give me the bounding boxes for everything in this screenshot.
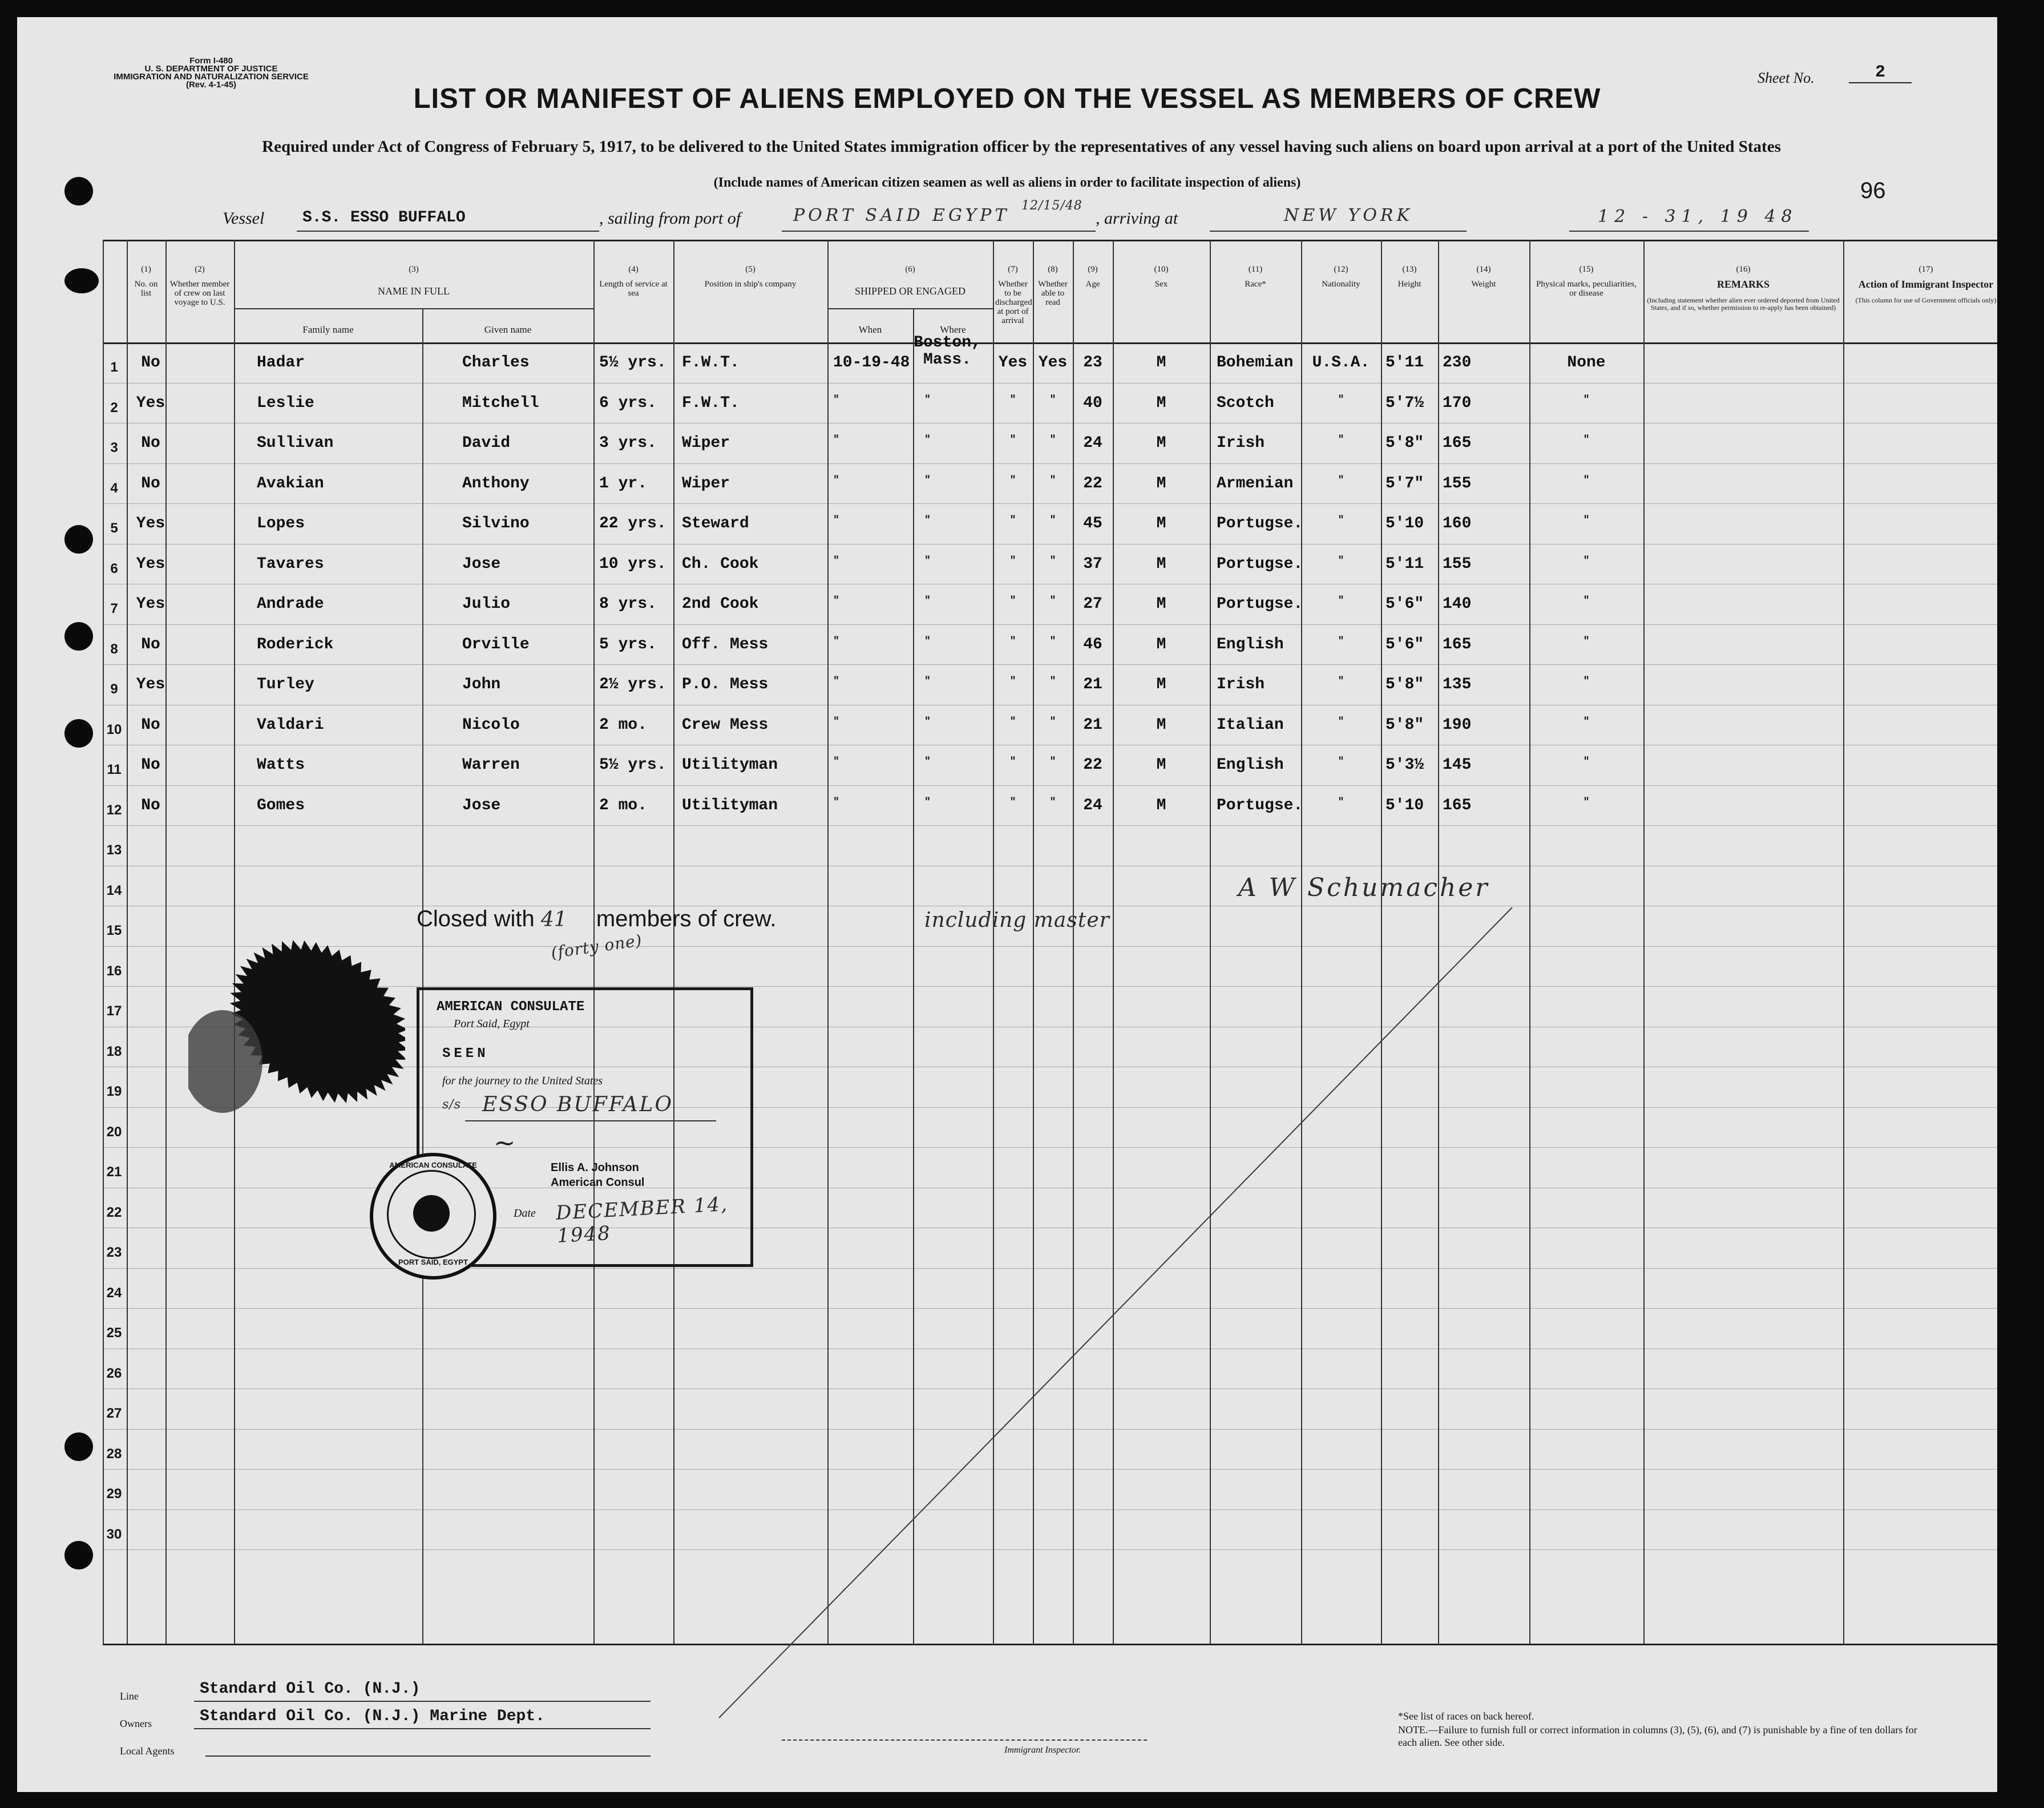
crew-last_voyage: Yes [136,676,165,693]
page-stamp: 96 [1860,178,1886,203]
race-note: *See list of races on back hereof. [1398,1710,1534,1722]
column-number: (2) [195,265,205,274]
crew-discharged: " [1009,635,1016,647]
row-number: 16 [106,963,122,979]
crew-when: " [833,515,839,526]
crew-service: 5½ yrs. [599,354,666,372]
footer-line: Standard Oil Co. (N.J.) [200,1680,421,1698]
column-header: Whether member of crew on last voyage to U.S. [169,280,230,307]
crew-family: Hadar [257,354,305,372]
crew-weight: 160 [1443,515,1472,532]
row-number: 20 [106,1124,122,1140]
crew-where: " [924,394,931,406]
document-title: LIST OR MANIFEST OF ALIENS EMPLOYED ON THE VESSEL AS MEMBERS OF CREW [413,83,1601,114]
crew-position: Wiper [682,474,730,493]
crew-race: Portugse. [1217,555,1303,573]
crew-discharged: Yes [998,354,1028,372]
document-subnote: (Include names of American citizen seamen as well as aliens in order to facilitate inspection of aliens) [713,175,1301,190]
crew-read: " [1049,756,1056,768]
crew-age: 22 [1083,756,1102,774]
column-number: (16) [1736,265,1751,274]
crew-read: " [1049,474,1056,486]
column-header: No. on list [134,280,158,298]
fine-note: NOTE.—Failure to furnish full or correct information in columns (3), (5), (6), and (7) is punishable by a fine of ten dollars for each alien. See other side. [1398,1724,1917,1748]
crew-marks: " [1583,756,1590,768]
crew-family: Sullivan [257,434,334,452]
crew-sex: M [1156,394,1166,412]
crew-age: 24 [1083,434,1102,452]
crew-where: " [924,676,931,687]
column-header: Nationality [1322,280,1360,289]
crew-position: Steward [682,515,749,532]
crew-marks: " [1583,474,1590,486]
crew-age: 37 [1083,555,1102,573]
crew-height: 5'10 [1385,515,1424,532]
column-number: (1) [141,265,151,274]
crew-when: " [833,676,839,687]
column-header: Height [1397,280,1421,289]
crew-service: 2 mo. [599,796,648,814]
crew-height: 5'11 [1385,555,1424,573]
crew-when: " [833,555,839,567]
crew-service: 6 yrs. [599,394,657,412]
crew-position: 2nd Cook [682,595,759,613]
from-port: PORT SAID EGYPT [793,205,1010,225]
crew-nationality: " [1338,434,1344,446]
crew-sex: M [1156,676,1166,693]
crew-height: 5'7½ [1385,394,1424,412]
crew-nationality: " [1338,555,1344,567]
crew-race: Italian [1217,716,1284,734]
eagle-icon [413,1195,450,1232]
crew-read: " [1049,635,1056,647]
column-number: (9) [1088,265,1098,274]
row-number: 15 [106,923,122,938]
column-header: Weight [1471,280,1496,289]
crew-read: " [1049,394,1056,406]
vessel-label: Vessel [223,209,265,228]
crew-discharged: " [1009,474,1016,486]
crew-position: F.W.T. [682,394,740,412]
crew-discharged: " [1009,796,1016,808]
crew-marks: " [1583,796,1590,808]
footer-owners: Standard Oil Co. (N.J.) Marine Dept. [200,1708,545,1725]
crew-where: " [924,635,931,647]
crew-where: " [924,796,931,808]
master-signature: A W Schumacher [1238,873,1490,902]
crew-sex: M [1156,635,1166,653]
column-header: Length of service at sea [599,280,668,298]
vessel-name: S.S. ESSO BUFFALO [302,209,466,227]
crew-service: 22 yrs. [599,515,666,532]
crew-service: 2½ yrs. [599,676,666,693]
crew-marks: " [1583,595,1590,607]
row-number: 24 [106,1285,122,1301]
crew-marks: " [1583,434,1590,446]
crew-race: Scotch [1217,394,1274,412]
crew-family: Gomes [257,796,305,814]
crew-last_voyage: No [141,635,160,653]
footer-owners-label: Owners [120,1718,152,1729]
crew-family: Avakian [257,474,324,493]
column-header: Whether to be discharged at port of arrival [995,280,1032,325]
closing-count-words: (forty one) [550,930,644,963]
crew-race: English [1217,635,1284,653]
row-number: 8 [110,641,118,657]
crew-discharged: " [1009,515,1016,526]
crew-sex: M [1156,434,1166,452]
crew-height: 5'8" [1385,716,1424,734]
crew-weight: 165 [1443,635,1472,653]
crew-nationality: " [1338,716,1344,728]
crew-discharged: " [1009,394,1016,406]
crew-service: 3 yrs. [599,434,657,452]
crew-sex: M [1156,756,1166,774]
crew-sex: M [1156,354,1166,372]
crew-position: Wiper [682,434,730,452]
column-header: Age [1085,280,1100,289]
crew-when: " [833,756,839,768]
column-note: (This column for use of Government officials only) [1855,296,1997,304]
crew-nationality: " [1338,676,1344,687]
column-header: Sex [1154,280,1168,289]
crew-nationality: " [1338,635,1344,647]
crew-sex: M [1156,474,1166,493]
crew-weight: 170 [1443,394,1472,412]
column-header: Position in ship's company [704,280,797,289]
crew-height: 5'8" [1385,434,1424,452]
crew-family: Turley [257,676,314,693]
row-number: 10 [106,721,122,737]
crew-given: John [462,676,501,693]
crew-race: English [1217,756,1284,774]
crew-service: 8 yrs. [599,595,657,613]
crew-discharged: " [1009,756,1016,768]
crew-read: " [1049,716,1056,728]
crew-height: 5'3½ [1385,756,1424,774]
crew-given: Nicolo [462,716,520,734]
crew-when: 10-19-48 [833,354,910,372]
crew-race: Portugse. [1217,515,1303,532]
row-number: 9 [110,681,118,697]
crew-weight: 230 [1443,354,1472,372]
crew-family: Andrade [257,595,324,613]
crew-marks: " [1583,394,1590,406]
column-number: (11) [1248,265,1263,274]
crew-last_voyage: Yes [136,595,165,613]
crew-last_voyage: No [141,796,160,814]
column-header: REMARKS [1716,279,1770,290]
crew-height: 5'6" [1385,635,1424,653]
column-number: (4) [628,265,639,274]
column-number: (7) [1008,265,1018,274]
manifest-page [17,17,1997,1792]
crew-race: Irish [1217,676,1265,693]
crew-sex: M [1156,555,1166,573]
arrival-port: NEW YORK [1284,205,1413,225]
row-number: 27 [106,1406,122,1421]
crew-discharged: " [1009,595,1016,607]
consul-signature: ~ [494,1127,517,1158]
closing-handwritten: including master [924,909,1110,932]
crew-age: 46 [1083,635,1102,653]
crew-given: Julio [462,595,511,613]
row-number: 11 [107,762,122,777]
crew-given: Jose [462,555,501,573]
crew-age: 24 [1083,796,1102,814]
crew-age: 23 [1083,354,1102,372]
crew-marks: " [1583,635,1590,647]
crew-race: Irish [1217,434,1265,452]
crew-nationality: " [1338,756,1344,768]
column-subheader: Family name [302,324,354,335]
diagonal-cancel-line [17,17,1997,1792]
crew-last_voyage: Yes [136,515,165,532]
crew-race: Armenian [1217,474,1294,493]
column-subheader: When [858,324,882,335]
crew-where: " [924,515,931,526]
crew-read: Yes [1038,354,1068,372]
row-number: 23 [106,1245,122,1260]
crew-height: 5'7" [1385,474,1424,493]
crew-race: Portugse. [1217,796,1303,814]
crew-family: Lopes [257,515,305,532]
column-header: NAME IN FULL [378,285,450,297]
row-number: 29 [106,1486,122,1502]
crew-service: 5½ yrs. [599,756,666,774]
crew-race: Portugse. [1217,595,1303,613]
crew-read: " [1049,676,1056,687]
crew-weight: 135 [1443,676,1472,693]
crew-sex: M [1156,796,1166,814]
crew-position: Utilityman [682,756,778,774]
row-number: 2 [110,399,118,415]
column-header: Whether able to read [1038,280,1068,307]
from-date: 12/15/48 [1021,199,1082,213]
crew-marks: " [1583,676,1590,687]
crew-read: " [1049,595,1056,607]
crew-age: 21 [1083,716,1102,734]
crew-discharged: " [1009,676,1016,687]
crew-age: 22 [1083,474,1102,493]
inspector-label: Immigrant Inspector. [1004,1745,1081,1755]
column-number: (15) [1579,265,1594,274]
footer-line-label: Line [120,1690,139,1702]
arrival-date: 12 - 31, 19 48 [1598,207,1798,227]
crew-service: 10 yrs. [599,555,666,573]
arriving-label: , arriving at [1096,209,1178,228]
row-number: 19 [106,1084,122,1099]
crew-race: Bohemian [1217,354,1294,372]
row-number: 28 [106,1446,122,1462]
crew-read: " [1049,796,1056,808]
column-note: (Including statement whether alien ever ordered deported from United States, and if so, whether permission to re-apply has been obtained) [1647,296,1840,312]
crew-given: Anthony [462,474,530,493]
crew-where: " [924,716,931,728]
consulate-seal: AMERICAN CONSULATE PORT SAID, EGYPT [370,1153,496,1280]
crew-where: " [924,474,931,486]
crew-service: 5 yrs. [599,635,657,653]
row-number: 18 [106,1043,122,1059]
crew-family: Watts [257,756,305,774]
crew-where: " [924,595,931,607]
crew-marks: " [1583,515,1590,526]
sailing-label: , sailing from port of [599,209,741,228]
crew-where: " [924,756,931,768]
crew-when: " [833,434,839,446]
row-number: 14 [106,882,122,898]
crew-when: " [833,716,839,728]
crew-read: " [1049,515,1056,526]
crew-last_voyage: No [141,434,160,452]
column-number: (5) [745,265,756,274]
crew-where: Boston, Mass. [914,334,981,369]
consular-stamp: AMERICAN CONSULATE Port Said, Egypt SEEN for the journey to the United States s/s ESSO BUFFALO ~ Ellis A. Johnson American Consul Date DECEMBER 14, 1948 [417,987,753,1267]
column-number: (12) [1334,265,1348,274]
crew-given: Orville [462,635,530,653]
crew-sex: M [1156,595,1166,613]
crew-when: " [833,635,839,647]
crew-family: Valdari [257,716,324,734]
row-number: 3 [110,440,118,455]
crew-given: Charles [462,354,530,372]
row-number: 13 [106,842,122,858]
crew-where: " [924,555,931,567]
column-header: Physical marks, peculiarities, or disease [1536,280,1637,298]
crew-position: F.W.T. [682,354,740,372]
crew-last_voyage: No [141,716,160,734]
column-header: SHIPPED OR ENGAGED [854,285,966,297]
column-number: (6) [905,265,915,274]
crew-position: Utilityman [682,796,778,814]
crew-family: Roderick [257,635,334,653]
row-number: 22 [106,1204,122,1220]
crew-when: " [833,394,839,406]
crew-read: " [1049,434,1056,446]
crew-given: Mitchell [462,394,539,412]
crew-given: Jose [462,796,501,814]
row-number: 30 [106,1526,122,1542]
crew-discharged: " [1009,716,1016,728]
crew-weight: 155 [1443,555,1472,573]
crew-service: 2 mo. [599,716,648,734]
crew-given: Warren [462,756,520,774]
embossed-seal [188,907,405,1124]
row-number: 17 [106,1003,122,1019]
crew-last_voyage: No [141,756,160,774]
crew-given: David [462,434,511,452]
crew-height: 5'10 [1385,796,1424,814]
crew-sex: M [1156,716,1166,734]
closing-statement: Closed with 41 members of crew. [417,906,777,931]
crew-weight: 165 [1443,796,1472,814]
crew-given: Silvino [462,515,530,532]
crew-last_voyage: No [141,474,160,493]
row-number: 4 [110,480,118,496]
crew-marks: " [1583,555,1590,567]
crew-height: 5'6" [1385,595,1424,613]
sheet-number: 2 [1849,63,1912,83]
crew-position: Ch. Cook [682,555,759,573]
column-header: Action of Immigrant Inspector [1858,279,1994,290]
crew-age: 40 [1083,394,1102,412]
row-number: 21 [106,1164,122,1180]
crew-where: " [924,434,931,446]
crew-nationality: " [1338,515,1344,526]
crew-marks: None [1567,354,1606,372]
row-number: 7 [110,601,118,616]
crew-age: 27 [1083,595,1102,613]
crew-last_voyage: Yes [136,555,165,573]
crew-weight: 165 [1443,434,1472,452]
column-subheader: Where [940,324,966,335]
crew-when: " [833,595,839,607]
crew-height: 5'8" [1385,676,1424,693]
crew-sex: M [1156,515,1166,532]
column-number: (17) [1918,265,1933,274]
row-number: 25 [106,1325,122,1341]
crew-when: " [833,796,839,808]
crew-age: 45 [1083,515,1102,532]
crew-weight: 190 [1443,716,1472,734]
crew-marks: " [1583,716,1590,728]
crew-read: " [1049,555,1056,567]
crew-discharged: " [1009,434,1016,446]
column-header: Race* [1245,280,1266,289]
column-subheader: Given name [484,324,532,335]
column-number: (14) [1476,265,1491,274]
crew-nationality: " [1338,796,1344,808]
crew-weight: 140 [1443,595,1472,613]
row-number: 1 [110,360,118,375]
crew-nationality: U.S.A. [1312,354,1370,372]
row-number: 6 [110,560,118,576]
crew-nationality: " [1338,474,1344,486]
footer-agents-label: Local Agents [120,1745,175,1757]
column-number: (8) [1048,265,1058,274]
document-subtitle: Required under Act of Congress of February 5, 1917, to be delivered to the United States immigration officer by the representatives of any vessel having such aliens on board upon arrival at a port of the United States [262,138,1781,156]
form-tag: Form I-480 U. S. DEPARTMENT OF JUSTICE IMMIGRATION AND NATURALIZATION SERVICE (Rev. 4-1-45) [114,56,309,90]
crew-position: Off. Mess [682,635,769,653]
crew-when: " [833,474,839,486]
crew-nationality: " [1338,394,1344,406]
crew-last_voyage: Yes [136,394,165,412]
crew-last_voyage: No [141,354,160,372]
row-number: 26 [106,1365,122,1381]
column-number: (13) [1402,265,1417,274]
crew-age: 21 [1083,676,1102,693]
sheet-label: Sheet No. [1758,70,1815,86]
crew-height: 5'11 [1385,354,1424,372]
column-number: (3) [409,265,419,274]
closing-count: 41 [540,908,567,931]
crew-family: Leslie [257,394,314,412]
crew-service: 1 yr. [599,474,648,493]
crew-weight: 155 [1443,474,1472,493]
row-number: 5 [110,520,118,536]
crew-nationality: " [1338,595,1344,607]
row-number: 12 [106,802,122,818]
column-number: (10) [1154,265,1169,274]
crew-position: P.O. Mess [682,676,769,693]
crew-family: Tavares [257,555,324,573]
crew-discharged: " [1009,555,1016,567]
crew-weight: 145 [1443,756,1472,774]
crew-position: Crew Mess [682,716,769,734]
